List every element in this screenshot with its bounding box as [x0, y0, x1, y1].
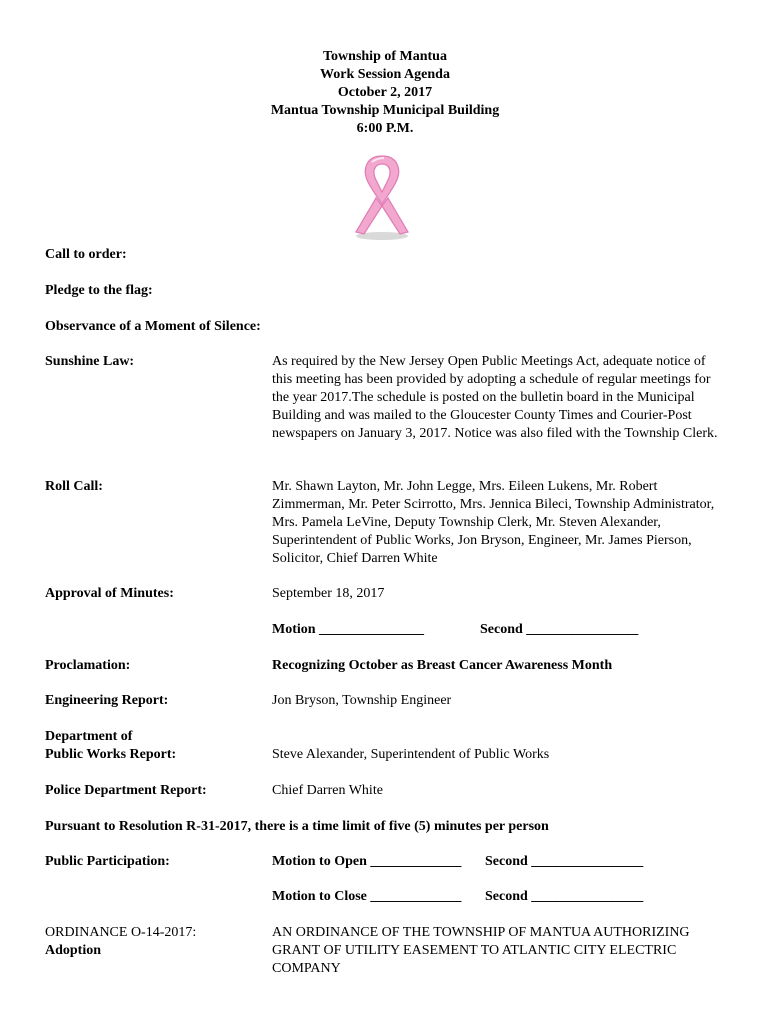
township-name: Township of Mantua	[323, 49, 447, 64]
second-open-line: Second ________________	[485, 854, 644, 869]
minutes-second-line: Second ________________	[480, 622, 639, 637]
meeting-date: October 2, 2017	[337, 85, 433, 100]
second-close-line: Second ________________	[485, 889, 644, 904]
police-text: Chief Darren White	[272, 783, 383, 798]
proclamation-text: Recognizing October as Breast Cancer Awareness Month	[272, 658, 613, 673]
pink-ribbon-icon	[350, 152, 414, 242]
meeting-time: 6:00 P.M.	[356, 121, 414, 136]
police-label: Police Department Report:	[45, 783, 207, 798]
proclamation-label: Proclamation:	[45, 658, 131, 673]
roll-call-text: Mr. Shawn Layton, Mr. John Legge, Mrs. Eileen Lukens, Mr. Robert Zimmerman, Mr. Peter Scirrotto, Mrs. Jennica Bileci, Township Administrator, Mrs. Pamela LeVine, Deputy Township Clerk, Mr. Steven Alexander, Superintendent of Public Works, Jon Bryson, Engineer, Mr. James Pierson, Solicitor, Chief Darren White	[272, 479, 715, 566]
agenda-header	[0, 48, 770, 138]
sunshine-law-text: As required by the New Jersey Open Public Meetings Act, adequate notice of this meeting has been provided by adopting a schedule of regular meetings for the year 2017.The schedule is posted on the bulletin board in the Municipal Building and was mailed to the Gloucester County Times and Courier-Post newspapers on January 3, 2017. Notice was also filed with the Township Clerk.	[272, 354, 718, 441]
ordinance-label: ORDINANCE O-14-2017: Adoption	[45, 925, 197, 958]
public-works-text: Steve Alexander, Superintendent of Public Works	[272, 747, 550, 762]
motion-to-close-line: Motion to Close _____________	[272, 889, 462, 904]
minutes-motion-line: Motion _______________	[272, 622, 425, 637]
motion-to-open-line: Motion to Open _____________	[272, 854, 462, 869]
engineering-label: Engineering Report:	[45, 693, 169, 708]
public-participation-label: Public Participation:	[45, 854, 170, 869]
minutes-label: Approval of Minutes:	[45, 586, 174, 601]
public-works-label: Department of Public Works Report:	[45, 729, 177, 762]
sunshine-law-label: Sunshine Law:	[45, 354, 135, 369]
engineering-text: Jon Bryson, Township Engineer	[272, 693, 452, 708]
minutes-date: September 18, 2017	[272, 586, 385, 601]
meeting-location: Mantua Township Municipal Building	[270, 103, 500, 118]
agenda-title: Work Session Agenda	[320, 67, 450, 82]
ordinance-text: AN ORDINANCE OF THE TOWNSHIP OF MANTUA AUTHORIZING GRANT OF UTILITY EASEMENT TO ATLANTIC CITY ELECTRIC COMPANY	[272, 925, 690, 976]
roll-call-label: Roll Call:	[45, 479, 103, 494]
